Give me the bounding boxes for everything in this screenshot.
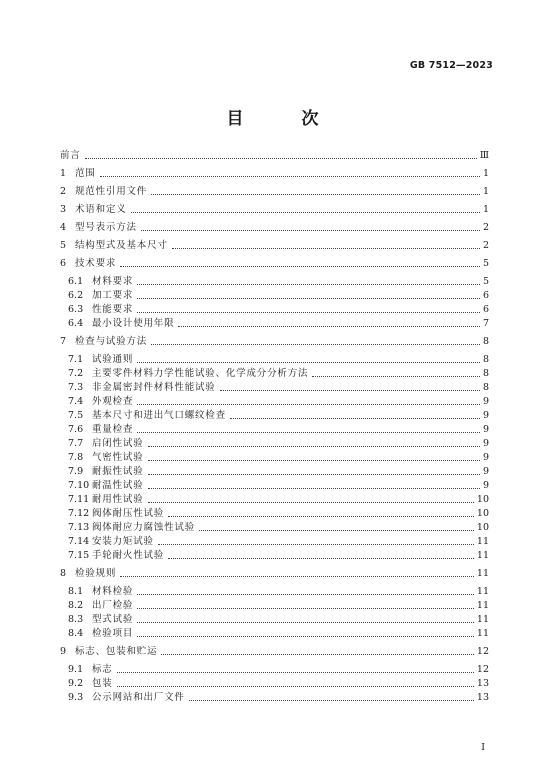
toc-entry-page: 11 (476, 536, 489, 547)
toc-entry-number: 6 (60, 258, 67, 269)
toc-entry-number: 6.3 (68, 304, 84, 315)
toc-entry-number: 7.14 (68, 536, 90, 547)
toc-entry-page: 2 (482, 240, 489, 251)
standard-code: GB 7512—2023 (409, 60, 493, 71)
toc-entry-label: 技术要求 (75, 258, 117, 269)
toc-entry[interactable] (60, 396, 489, 407)
toc-entry-number: 6.1 (68, 276, 84, 287)
toc-leader-dots (148, 459, 480, 461)
toc-entry-page: 9 (482, 410, 489, 421)
toc-entry-number: 7.3 (68, 382, 84, 393)
toc-leader-dots (85, 157, 477, 159)
toc-entry-number: 7.7 (68, 438, 84, 449)
toc-entry[interactable] (60, 276, 489, 287)
page-number: I (481, 742, 485, 753)
toc-entry-page: 9 (482, 480, 489, 491)
toc-entry-number: 9 (60, 646, 67, 657)
toc-entry-label: 重量检查 (92, 424, 134, 435)
toc-entry-number: 8 (60, 568, 67, 579)
toc-entry-label: 范围 (75, 168, 96, 179)
toc-leader-dots (189, 699, 474, 701)
toc-leader-dots (117, 685, 474, 687)
toc-entry-label: 结构型式及基本尺寸 (75, 240, 168, 251)
toc-entry-label: 阀体耐压性试验 (92, 508, 165, 519)
toc-entry[interactable] (60, 222, 489, 233)
toc-entry[interactable] (60, 466, 489, 477)
toc-leader-dots (148, 487, 480, 489)
toc-entry-number: 7.13 (68, 522, 90, 533)
toc-entry-page: 9 (482, 438, 489, 449)
toc-leader-dots (220, 389, 480, 391)
toc-entry-page: 1 (482, 168, 489, 179)
toc-entry-number: 7.1 (68, 354, 84, 365)
toc-entry-number: 6.4 (68, 318, 84, 329)
toc-leader-dots (117, 671, 474, 673)
toc-leader-dots (131, 211, 480, 213)
toc-leader-dots (137, 621, 474, 623)
toc-entry[interactable] (60, 536, 489, 547)
toc-entry-number: 8.2 (68, 600, 84, 611)
toc-entry-label: 标志、包装和贮运 (75, 646, 158, 657)
toc-entry[interactable] (60, 354, 489, 365)
toc-entry-label: 外观检查 (92, 396, 134, 407)
toc-entry-number: 7.4 (68, 396, 84, 407)
toc-entry-number: 2 (60, 186, 67, 197)
toc-entry[interactable] (60, 480, 489, 491)
toc-entry-page: 10 (476, 522, 489, 533)
toc-entry-number: 9.2 (68, 678, 84, 689)
toc-entry-label: 出厂检验 (92, 600, 134, 611)
toc-entry-label: 规范性引用文件 (75, 186, 148, 197)
toc-entry-page: 11 (476, 614, 489, 625)
toc-entry-label: 安装力矩试验 (92, 536, 154, 547)
toc-leader-dots (158, 543, 474, 545)
toc-entry[interactable] (60, 258, 489, 269)
toc-leader-dots (168, 557, 474, 559)
toc-leader-dots (161, 653, 474, 655)
toc-entry-number: 8.4 (68, 628, 84, 639)
toc-entry-page: 5 (482, 258, 489, 269)
toc-entry-label: 前言 (60, 150, 81, 161)
toc-entry-number: 8.1 (68, 586, 84, 597)
toc-entry-page: 6 (482, 290, 489, 301)
toc-entry-page: 13 (476, 678, 489, 689)
toc-entry-label: 材料检验 (92, 586, 134, 597)
toc-entry-page: 11 (476, 600, 489, 611)
toc-entry-page: 8 (482, 368, 489, 379)
toc-entry-label: 手轮耐火性试验 (92, 550, 165, 561)
toc-entry[interactable] (60, 522, 489, 533)
toc-entry[interactable] (60, 600, 489, 611)
toc-entry-label: 气密性试验 (92, 452, 144, 463)
toc-entry-label: 阀体耐应力腐蚀性试验 (92, 522, 196, 533)
toc-entry[interactable] (60, 438, 489, 449)
toc-leader-dots (137, 431, 480, 433)
toc-entry-page: 9 (482, 424, 489, 435)
toc-entry-page: 1 (482, 186, 489, 197)
toc-entry-label: 型式试验 (92, 614, 134, 625)
toc-entry-number: 7.12 (68, 508, 90, 519)
toc-leader-dots (148, 445, 480, 447)
toc-entry[interactable] (60, 410, 489, 421)
toc-entry-number: 7 (60, 336, 67, 347)
toc-entry-number: 7.15 (68, 550, 90, 561)
toc-entry-label: 基本尺寸和进出气口螺纹检查 (92, 410, 226, 421)
toc-entry-page: 9 (482, 396, 489, 407)
toc-entry-page: 5 (482, 276, 489, 287)
toc-leader-dots (199, 529, 474, 531)
toc-entry-page: Ⅲ (479, 150, 489, 161)
toc-title: 目 次 (226, 109, 345, 129)
toc-entry-page: 8 (482, 382, 489, 393)
toc-entry[interactable] (60, 290, 489, 301)
toc-entry-label: 性能要求 (92, 304, 134, 315)
toc-entry-label: 检验项目 (92, 628, 134, 639)
toc-entry-page: 11 (476, 550, 489, 561)
toc-entry-number: 9.1 (68, 664, 84, 675)
toc-entry[interactable] (60, 646, 489, 657)
toc-entry-label: 启闭性试验 (92, 438, 144, 449)
toc-leader-dots (100, 175, 480, 177)
toc-leader-dots (137, 297, 480, 299)
toc-entry[interactable] (60, 240, 489, 251)
toc-leader-dots (137, 311, 480, 313)
toc-entry[interactable] (60, 168, 489, 179)
toc-entry-page: 8 (482, 354, 489, 365)
toc-leader-dots (168, 515, 474, 517)
toc-entry-label: 加工要求 (92, 290, 134, 301)
toc-entry[interactable] (60, 204, 489, 215)
toc-entry-page: 12 (476, 646, 489, 657)
toc-leader-dots (120, 265, 480, 267)
toc-entry-number: 6.2 (68, 290, 84, 301)
toc-entry-number: 7.11 (68, 494, 90, 505)
toc-entry[interactable] (60, 586, 489, 597)
toc-entry-page: 9 (482, 452, 489, 463)
toc-entry-label: 公示网站和出厂文件 (92, 692, 185, 703)
toc-entry-label: 耐用性试验 (92, 494, 144, 505)
toc-entry-label: 检查与试验方法 (75, 336, 148, 347)
toc-entry-page: 11 (476, 586, 489, 597)
toc-entry-number: 7.6 (68, 424, 84, 435)
toc-entry-page: 11 (476, 568, 489, 579)
toc-entry-number: 1 (60, 168, 67, 179)
toc-entry-page: 13 (476, 692, 489, 703)
toc-entry-number: 3 (60, 204, 67, 215)
toc-entry[interactable] (60, 494, 489, 505)
toc-leader-dots (148, 473, 480, 475)
toc-entry[interactable] (60, 508, 489, 519)
toc-entry-label: 型号表示方法 (75, 222, 137, 233)
toc-leader-dots (137, 635, 474, 637)
toc-entry-page: 2 (482, 222, 489, 233)
toc-leader-dots (137, 403, 480, 405)
toc-leader-dots (137, 283, 480, 285)
toc-entry[interactable] (60, 628, 489, 639)
toc-leader-dots (148, 501, 474, 503)
toc-entry[interactable] (60, 368, 489, 379)
table-of-contents (60, 150, 489, 703)
toc-entry[interactable] (60, 304, 489, 315)
toc-entry-page: 9 (482, 466, 489, 477)
toc-entry-label: 包装 (92, 678, 113, 689)
toc-entry-number: 7.5 (68, 410, 84, 421)
toc-entry-number: 7.2 (68, 368, 84, 379)
toc-leader-dots (312, 375, 480, 377)
toc-leader-dots (172, 247, 480, 249)
toc-leader-dots (151, 193, 480, 195)
toc-entry-page: 1 (482, 204, 489, 215)
toc-leader-dots (137, 361, 480, 363)
toc-entry-number: 9.3 (68, 692, 84, 703)
toc-leader-dots (137, 607, 474, 609)
toc-entry[interactable] (60, 150, 489, 161)
toc-entry-page: 10 (476, 508, 489, 519)
toc-entry-label: 耐振性试验 (92, 466, 144, 477)
toc-entry[interactable] (60, 550, 489, 561)
toc-entry[interactable] (60, 678, 489, 689)
toc-entry[interactable] (60, 568, 489, 579)
toc-entry-page: 11 (476, 628, 489, 639)
toc-entry-page: 12 (476, 664, 489, 675)
toc-entry-page: 8 (482, 336, 489, 347)
toc-entry-label: 试验通则 (92, 354, 134, 365)
toc-entry[interactable] (60, 614, 489, 625)
toc-entry-number: 8.3 (68, 614, 84, 625)
toc-entry[interactable] (60, 664, 489, 675)
toc-entry-page: 10 (476, 494, 489, 505)
toc-entry-label: 非金属密封件材料性能试验 (92, 382, 216, 393)
toc-entry-label: 术语和定义 (75, 204, 127, 215)
toc-entry-number: 5 (60, 240, 67, 251)
toc-entry-number: 7.8 (68, 452, 84, 463)
toc-entry-label: 材料要求 (92, 276, 134, 287)
toc-entry[interactable] (60, 424, 489, 435)
toc-entry-label: 最小设计使用年限 (92, 318, 175, 329)
toc-entry-page: 6 (482, 304, 489, 315)
toc-entry[interactable] (60, 692, 489, 703)
toc-entry-number: 7.10 (68, 480, 90, 491)
toc-entry-number: 4 (60, 222, 67, 233)
toc-leader-dots (137, 593, 474, 595)
toc-entry[interactable] (60, 336, 489, 347)
toc-entry[interactable] (60, 452, 489, 463)
toc-entry[interactable] (60, 186, 489, 197)
toc-entry-label: 主要零件材料力学性能试验、化学成分分析方法 (92, 368, 309, 379)
toc-leader-dots (141, 229, 480, 231)
toc-entry[interactable] (60, 382, 489, 393)
toc-leader-dots (151, 343, 480, 345)
toc-entry-page: 7 (482, 318, 489, 329)
toc-leader-dots (230, 417, 480, 419)
toc-entry-label: 标志 (92, 664, 113, 675)
toc-leader-dots (178, 325, 480, 327)
toc-entry-label: 检验规则 (75, 568, 117, 579)
toc-leader-dots (120, 575, 474, 577)
toc-entry-number: 7.9 (68, 466, 84, 477)
toc-entry-label: 耐温性试验 (92, 480, 144, 491)
toc-entry[interactable] (60, 318, 489, 329)
